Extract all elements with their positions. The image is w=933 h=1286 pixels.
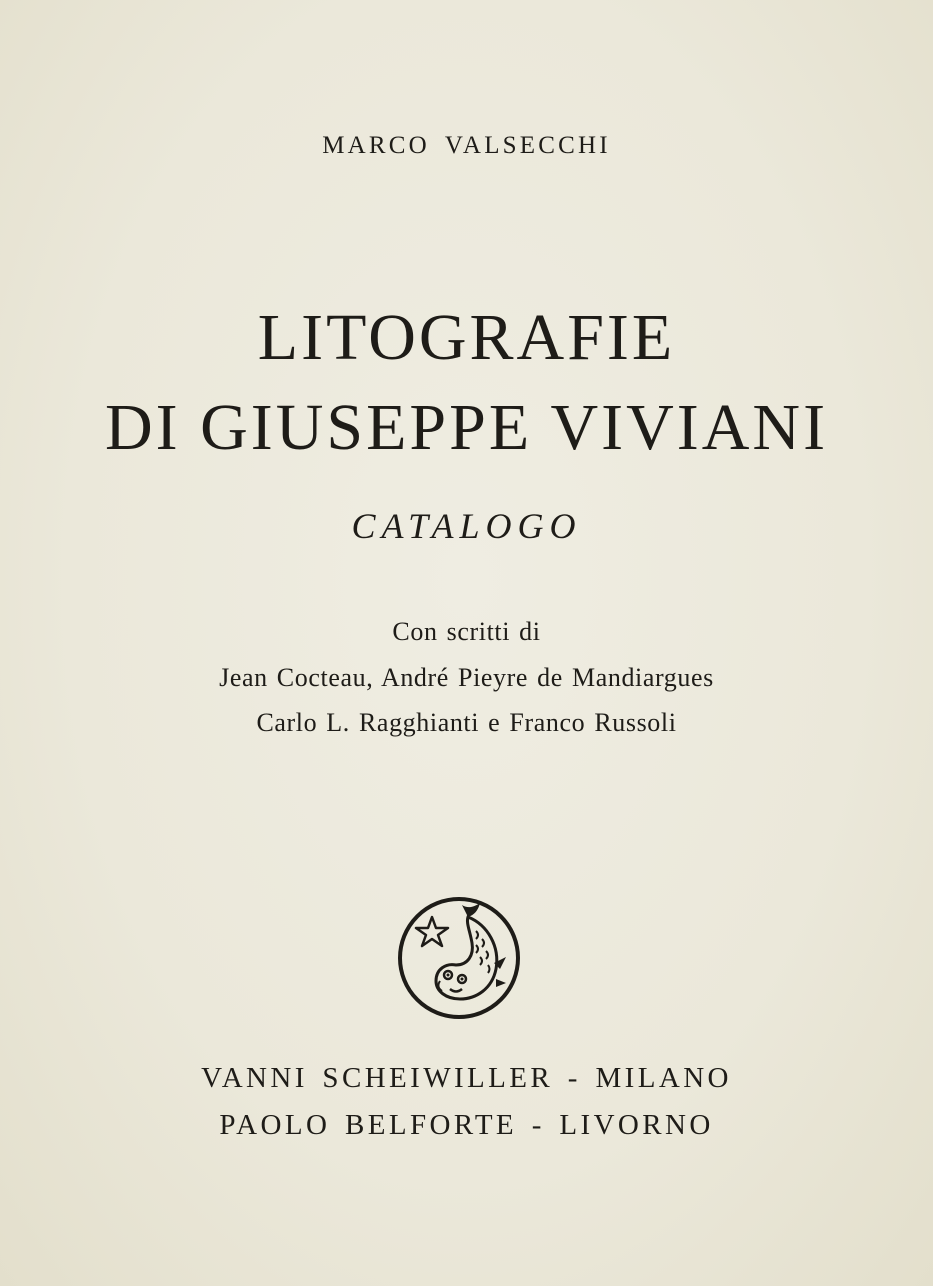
- publisher-mark-fish-star-icon: [396, 895, 522, 1021]
- author-name: MARCO VALSECCHI: [322, 132, 611, 159]
- title-line-1: LITOGRAFIE: [257, 301, 676, 374]
- contributors-intro: Con scritti di: [392, 617, 541, 646]
- subtitle: CATALOGO: [351, 506, 582, 546]
- contributors-line-1: Jean Cocteau, André Pieyre de Mandiargues: [219, 663, 714, 692]
- title-line-2: DI GIUSEPPE VIVIANI: [104, 391, 829, 464]
- contributors-line-2: Carlo L. Ragghianti e Franco Russoli: [256, 708, 677, 737]
- publisher-line-2: PAOLO BELFORTE - LIVORNO: [219, 1109, 714, 1141]
- publisher-line-1: VANNI SCHEIWILLER - MILANO: [201, 1062, 732, 1094]
